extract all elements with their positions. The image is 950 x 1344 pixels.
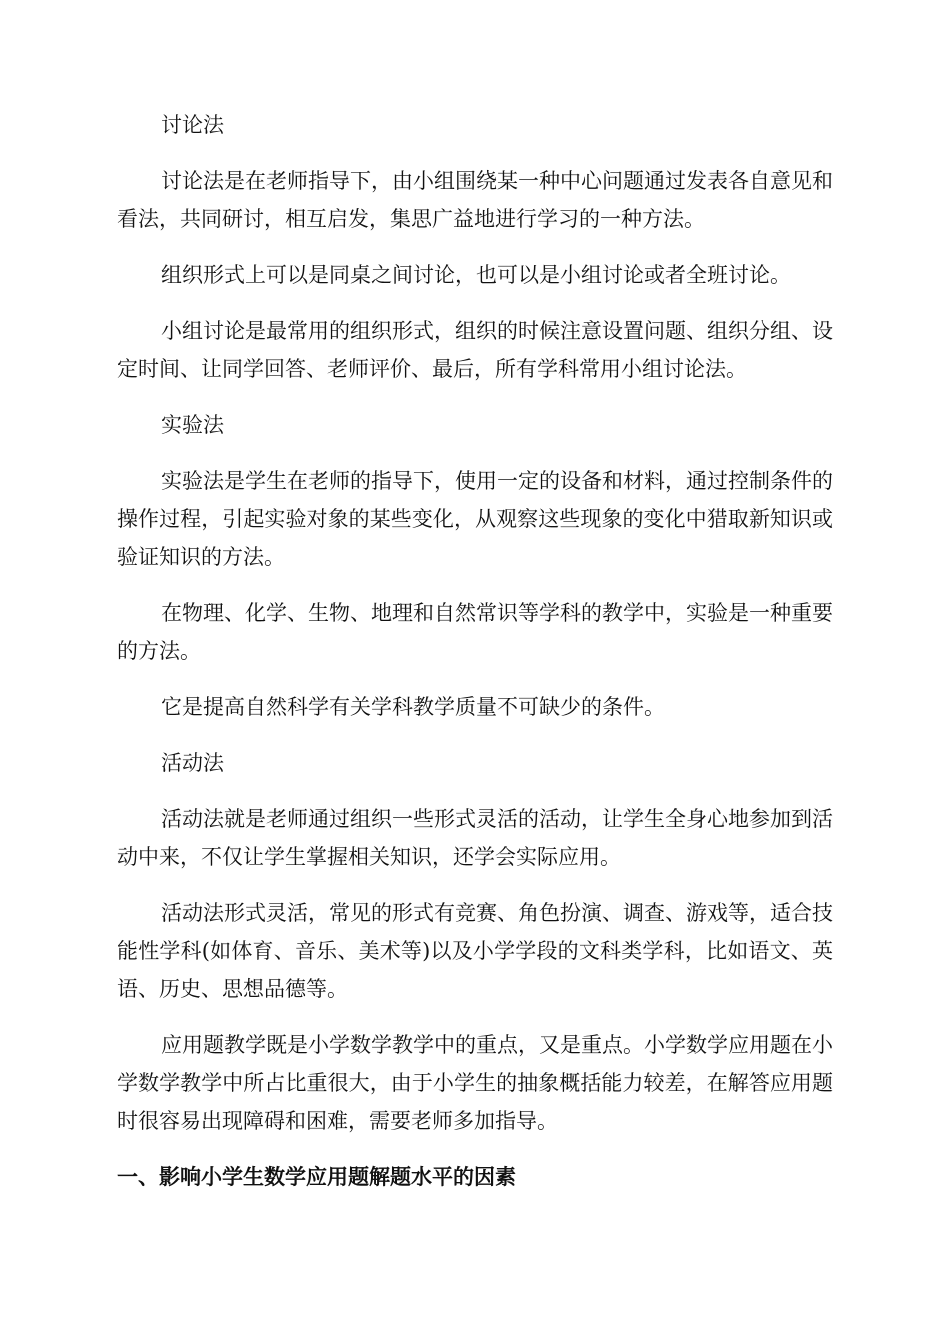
paragraph-word-problems: 应用题教学既是小学数学教学中的重点，又是重点。小学数学应用题在小学数学教学中所占比重很大，由于小学生的抽象概括能力较差，在解答应用题时很容易出现障碍和困难，需要老师多加指导。 — [117, 1033, 833, 1133]
paragraph-discussion-form: 组织形式上可以是同桌之间讨论，也可以是小组讨论或者全班讨论。 — [161, 263, 791, 287]
paragraph-discussion-definition: 讨论法是在老师指导下，由小组围绕某一种中心问题通过发表各自意见和看法，共同研讨，相互启发，集思广益地进行学习的一种方法。 — [117, 169, 833, 231]
paragraph-discussion-group: 小组讨论是最常用的组织形式，组织的时候注意设置问题、组织分组、设定时间、让同学回答、老师评价、最后，所有学科常用小组讨论法。 — [117, 319, 833, 381]
section-heading-factors: 一、影响小学生数学应用题解题水平的因素 — [117, 1164, 516, 1189]
paragraph-activity-definition: 活动法就是老师通过组织一些形式灵活的活动，让学生全身心地参加到活动中来，不仅让学生掌握相关知识，还学会实际应用。 — [117, 807, 833, 869]
heading-experiment-method: 实验法 — [161, 413, 224, 437]
paragraph-experiment-subjects: 在物理、化学、生物、地理和自然常识等学科的教学中，实验是一种重要的方法。 — [117, 601, 833, 663]
heading-activity-method: 活动法 — [161, 751, 224, 775]
heading-discussion-method: 讨论法 — [161, 113, 224, 137]
paragraph-experiment-condition: 它是提高自然科学有关学科教学质量不可缺少的条件。 — [161, 695, 665, 719]
document-body — [117, 106, 833, 1196]
paragraph-activity-forms: 活动法形式灵活，常见的形式有竞赛、角色扮演、调查、游戏等，适合技能性学科(如体育、音乐、美术等)以及小学学段的文科类学科，比如语文、英语、历史、思想品德等。 — [117, 901, 833, 1001]
paragraph-experiment-definition: 实验法是学生在老师的指导下，使用一定的设备和材料，通过控制条件的操作过程，引起实验对象的某些变化，从观察这些现象的变化中猎取新知识或验证知识的方法。 — [117, 469, 833, 569]
